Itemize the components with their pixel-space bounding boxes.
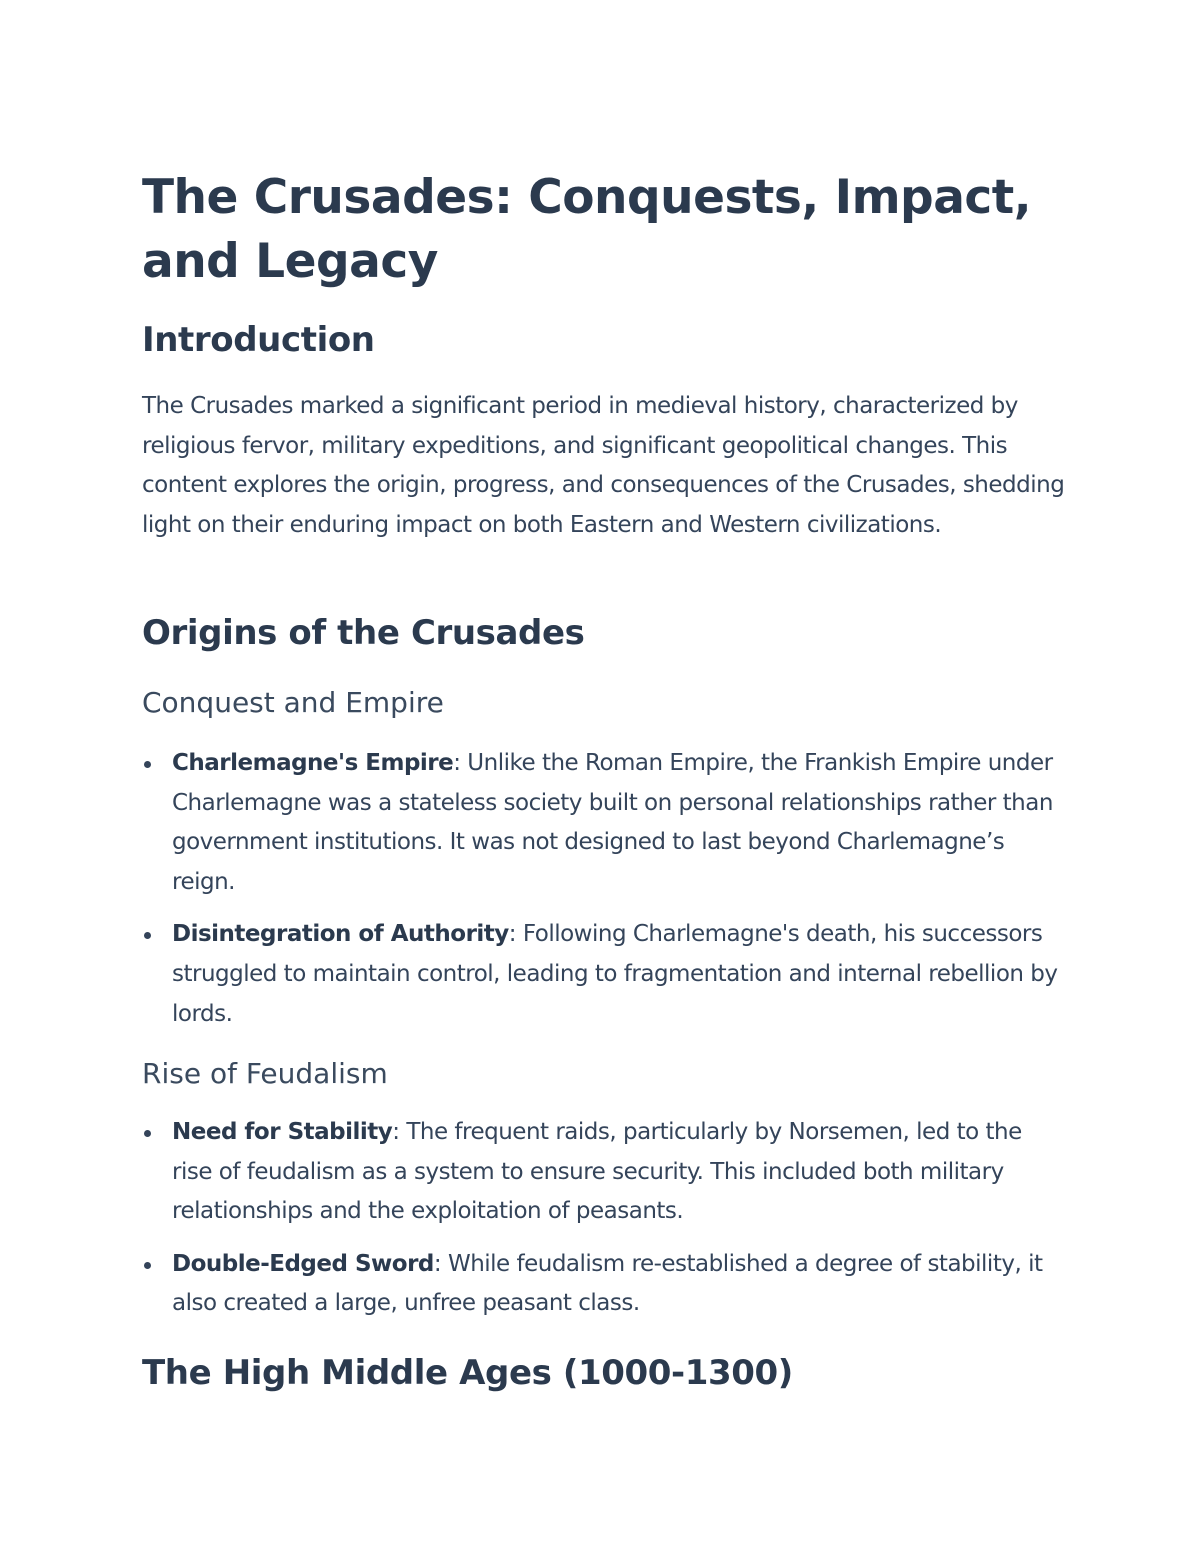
list-item-text: : The frequent raids, particularly by Norsemen, led to the rise of feudalism as a system to ensure security. This included both military relationships and the exploitation of peasants. bbox=[172, 1119, 1022, 1225]
bullet-icon bbox=[144, 761, 151, 768]
bullet-icon bbox=[144, 1130, 151, 1137]
list-item-term: Disintegration of Authority bbox=[172, 921, 509, 948]
list-item bbox=[142, 1113, 1067, 1232]
conquest-list bbox=[142, 744, 1067, 1047]
list-item-text: : While feudalism re-established a degree of stability, it also created a large, unfree peasant class. bbox=[172, 1250, 1043, 1317]
subsection-heading-feudalism: Rise of Feudalism bbox=[142, 1057, 388, 1090]
feudalism-list bbox=[142, 1113, 1067, 1337]
list-item bbox=[142, 1245, 1067, 1324]
subsection-heading-conquest: Conquest and Empire bbox=[142, 686, 444, 719]
list-item-term: Charlemagne's Empire bbox=[172, 750, 454, 776]
bullet-icon bbox=[144, 1262, 151, 1269]
list-item bbox=[142, 744, 1067, 902]
bullet-icon bbox=[144, 932, 151, 939]
section-heading-introduction: Introduction bbox=[142, 320, 375, 360]
list-item-term: Need for Stability bbox=[172, 1119, 393, 1145]
section-heading-high-middle-ages: The High Middle Ages (1000-1300) bbox=[142, 1353, 793, 1393]
section-heading-origins: Origins of the Crusades bbox=[142, 613, 585, 653]
list-item bbox=[142, 915, 1067, 1034]
document-title: The Crusades: Conquests, Impact, and Legacy bbox=[142, 170, 1032, 289]
list-item-text: : Unlike the Roman Empire, the Frankish Empire under Charlemagne was a stateless society built on personal relationships rather than government institutions. It was not designed to last beyond Charlemagne’s reign. bbox=[172, 750, 1053, 895]
intro-paragraph: The Crusades marked a significant period in medieval history, characterized by religious fervor, military expeditions, and significant geopolitical changes. This content explores the origin, progress, and consequences of the Crusades, shedding light on their enduring impact on both Eastern and Western civilizations. bbox=[142, 393, 1065, 538]
list-item-term: Double-Edged Sword bbox=[172, 1250, 434, 1277]
list-item-text: : Following Charlemagne's death, his successors struggled to maintain control, leading to fragmentation and internal rebellion by lords. bbox=[172, 921, 1058, 1027]
